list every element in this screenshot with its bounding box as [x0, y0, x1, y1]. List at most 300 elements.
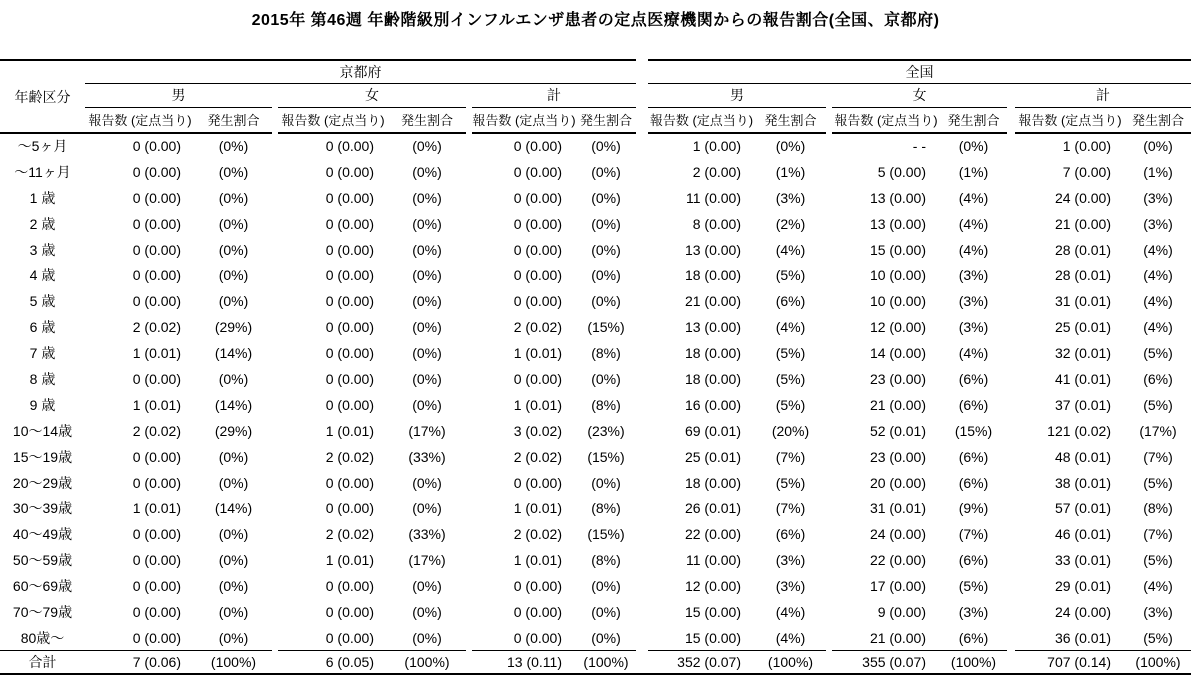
percent-cell: (4%): [958, 241, 989, 258]
column-gap: [636, 521, 648, 547]
percent-cell: (33%): [408, 448, 446, 465]
count-cell: 37 (0.01): [1054, 396, 1111, 413]
count-cell: 11 (0.00): [686, 189, 741, 206]
percent-cell: (17%): [408, 422, 446, 439]
percent-cell: (5%): [1143, 552, 1173, 569]
column-gap: [1007, 392, 1015, 418]
count-cell: 7 (0.00): [1062, 163, 1111, 180]
percent-cell: (6%): [958, 396, 989, 413]
percent-cell: (1%): [958, 163, 989, 180]
age-cell: 8 歳: [29, 370, 56, 387]
table-row: [0, 340, 1191, 366]
count-cell: 13 (0.11): [472, 651, 576, 674]
count-cell: 1 (0.01): [132, 345, 181, 362]
column-gap: [636, 495, 648, 521]
column-gap: [1007, 599, 1015, 625]
percent-cell: (0%): [412, 396, 442, 413]
column-gap: [636, 625, 648, 651]
count-cell: 0 (0.00): [132, 163, 181, 180]
count-cell: 0 (0.00): [132, 241, 181, 258]
count-cell: 48 (0.01): [1054, 448, 1111, 465]
count-cell: 22 (0.00): [869, 552, 926, 569]
percent-cell: (15%): [587, 526, 625, 543]
percent-cell: (0%): [412, 293, 442, 310]
column-gap: [636, 599, 648, 625]
count-cell: 17 (0.00): [869, 578, 926, 595]
age-cell: 70～79歳: [12, 603, 73, 620]
count-cell: 0 (0.00): [132, 474, 181, 491]
count-cell: 24 (0.00): [1054, 603, 1111, 620]
count-cell: 46 (0.01): [1054, 526, 1111, 543]
gender-header-row: [0, 83, 1191, 107]
percent-cell: (100%): [576, 651, 636, 674]
gender-header-zenkoku-female: 女: [832, 83, 1007, 107]
count-cell: 57 (0.01): [1054, 500, 1111, 517]
table-row: [0, 288, 1191, 314]
count-cell: 9 (0.00): [877, 603, 926, 620]
percent-cell: (6%): [958, 448, 989, 465]
percent-cell: (3%): [958, 319, 989, 336]
metric-header-reports: 報告数 (定点当り): [472, 107, 576, 133]
count-cell: 1 (0.00): [692, 138, 741, 155]
percent-cell: (0%): [412, 319, 442, 336]
metric-header-ratio: 発生割合: [576, 107, 636, 133]
percent-cell: (0%): [218, 448, 249, 465]
count-cell: 2 (0.02): [325, 448, 374, 465]
count-cell: 18 (0.00): [684, 345, 741, 362]
count-cell: 25 (0.01): [684, 448, 741, 465]
column-gap: [1007, 133, 1015, 159]
count-cell: 21 (0.00): [869, 396, 926, 413]
percent-cell: (3%): [958, 293, 989, 310]
percent-cell: (14%): [214, 345, 253, 362]
table-row: [0, 314, 1191, 340]
percent-cell: (0%): [591, 267, 621, 284]
column-gap: [636, 366, 648, 392]
count-cell: 707 (0.14): [1015, 651, 1125, 674]
count-cell: 0 (0.00): [513, 163, 562, 180]
table-row: [0, 366, 1191, 392]
count-cell: 0 (0.00): [325, 370, 374, 387]
percent-cell: (14%): [214, 396, 253, 413]
table-row: [0, 444, 1191, 470]
age-cell: ～11ヶ月: [14, 163, 71, 180]
age-cell: 7 歳: [29, 345, 56, 362]
count-cell: 0 (0.00): [325, 603, 374, 620]
age-cell: 60～69歳: [12, 578, 73, 595]
percent-cell: (6%): [958, 552, 989, 569]
percent-cell: (3%): [1143, 215, 1173, 232]
percent-cell: (3%): [958, 267, 989, 284]
count-cell: 2 (0.02): [513, 319, 562, 336]
count-cell: 36 (0.01): [1054, 629, 1111, 646]
gender-header-kyoto-female: 女: [278, 83, 466, 107]
count-cell: 21 (0.00): [1054, 215, 1111, 232]
percent-cell: (0%): [218, 293, 249, 310]
count-cell: 21 (0.00): [684, 293, 741, 310]
count-cell: - -: [912, 138, 926, 155]
percent-cell: (6%): [775, 526, 806, 543]
metric-header-ratio: 発生割合: [195, 107, 272, 133]
count-cell: 10 (0.00): [869, 293, 926, 310]
count-cell: 38 (0.01): [1054, 474, 1111, 491]
percent-cell: (0%): [591, 603, 621, 620]
percent-cell: (0%): [412, 474, 442, 491]
total-row: [0, 651, 1191, 674]
count-cell: 20 (0.00): [869, 474, 926, 491]
gender-header-zenkoku-male: 男: [648, 83, 826, 107]
count-cell: 0 (0.00): [513, 603, 562, 620]
table-row: [0, 521, 1191, 547]
percent-cell: (5%): [1143, 474, 1173, 491]
percent-cell: (0%): [412, 267, 442, 284]
count-cell: 0 (0.00): [513, 215, 562, 232]
count-cell: 69 (0.01): [684, 422, 741, 439]
column-gap: [1007, 211, 1015, 237]
count-cell: 13 (0.00): [869, 215, 926, 232]
percent-cell: (0%): [591, 370, 621, 387]
percent-cell: (8%): [1143, 500, 1173, 517]
count-cell: 2 (0.02): [132, 422, 181, 439]
table-row: [0, 211, 1191, 237]
percent-cell: (0%): [412, 189, 442, 206]
count-cell: 13 (0.00): [684, 241, 741, 258]
count-cell: 10 (0.00): [869, 267, 926, 284]
count-cell: 0 (0.00): [132, 293, 181, 310]
count-cell: 15 (0.00): [684, 603, 741, 620]
percent-cell: (0%): [412, 345, 442, 362]
column-gap: [1007, 314, 1015, 340]
percent-cell: (4%): [958, 215, 989, 232]
column-gap: [636, 211, 648, 237]
percent-cell: (3%): [775, 578, 806, 595]
count-cell: 0 (0.00): [132, 448, 181, 465]
column-gap: [636, 133, 648, 159]
percent-cell: (8%): [591, 345, 621, 362]
column-gap: [1007, 107, 1015, 133]
metric-header-reports: 報告数 (定点当り): [648, 107, 755, 133]
percent-cell: (4%): [958, 345, 989, 362]
percent-cell: (8%): [591, 500, 621, 517]
table-row: [0, 185, 1191, 211]
percent-cell: (17%): [408, 552, 446, 569]
count-cell: 0 (0.00): [132, 552, 181, 569]
count-cell: 24 (0.00): [869, 526, 926, 543]
percent-cell: (29%): [214, 422, 253, 439]
count-cell: 0 (0.00): [513, 138, 562, 155]
age-cell: 5 歳: [29, 293, 56, 310]
metric-header-ratio: 発生割合: [388, 107, 466, 133]
region-header-row: [0, 60, 1191, 83]
count-cell: 23 (0.00): [869, 448, 926, 465]
percent-cell: (3%): [1143, 603, 1173, 620]
percent-cell: (3%): [775, 189, 806, 206]
percent-cell: (3%): [1143, 189, 1173, 206]
count-cell: 0 (0.00): [513, 241, 562, 258]
percent-cell: (0%): [412, 629, 442, 646]
count-cell: 18 (0.00): [684, 267, 741, 284]
age-cell: 15～19歳: [12, 448, 73, 465]
age-cell: 1 歳: [29, 189, 56, 206]
percent-cell: (5%): [775, 267, 806, 284]
percent-cell: (14%): [214, 500, 253, 517]
percent-cell: (0%): [412, 241, 442, 258]
table-row: [0, 418, 1191, 444]
column-gap: [1007, 237, 1015, 263]
age-cell: 2 歳: [29, 215, 56, 232]
count-cell: 0 (0.00): [325, 500, 374, 517]
percent-cell: (15%): [587, 448, 625, 465]
gender-header-kyoto-male: 男: [85, 83, 272, 107]
age-cell: 9 歳: [29, 396, 56, 413]
percent-cell: (0%): [412, 603, 442, 620]
column-gap: [1007, 83, 1015, 107]
percent-cell: (5%): [1143, 345, 1173, 362]
percent-cell: (9%): [958, 500, 989, 517]
metric-header-reports: 報告数 (定点当り): [85, 107, 195, 133]
table-row: [0, 237, 1191, 263]
percent-cell: (33%): [408, 526, 446, 543]
percent-cell: (0%): [412, 163, 442, 180]
count-cell: 28 (0.01): [1054, 267, 1111, 284]
count-cell: 26 (0.01): [684, 500, 741, 517]
count-cell: 7 (0.06): [85, 651, 195, 674]
percent-cell: (0%): [591, 241, 621, 258]
percent-cell: (0%): [591, 163, 621, 180]
metric-header-ratio: 発生割合: [1125, 107, 1191, 133]
percent-cell: (5%): [958, 578, 989, 595]
percent-cell: (3%): [958, 603, 989, 620]
percent-cell: (4%): [958, 189, 989, 206]
percent-cell: (4%): [775, 603, 806, 620]
column-gap: [1007, 159, 1015, 185]
count-cell: 12 (0.00): [869, 319, 926, 336]
percent-cell: (4%): [775, 629, 806, 646]
count-cell: 1 (0.01): [132, 396, 181, 413]
percent-cell: (100%): [388, 651, 466, 674]
percent-cell: (0%): [218, 189, 249, 206]
table-row: [0, 495, 1191, 521]
count-cell: 8 (0.00): [692, 215, 741, 232]
age-cell: 20～29歳: [12, 474, 73, 491]
count-cell: 0 (0.00): [325, 189, 374, 206]
percent-cell: (4%): [1143, 293, 1173, 310]
count-cell: 15 (0.00): [684, 629, 741, 646]
percent-cell: (0%): [1143, 138, 1173, 155]
percent-cell: (7%): [1143, 448, 1173, 465]
gender-header-kyoto-total: 計: [472, 83, 636, 107]
count-cell: 0 (0.00): [132, 578, 181, 595]
percent-cell: (20%): [771, 422, 810, 439]
column-gap: [636, 288, 648, 314]
age-cell: 合計: [0, 651, 85, 674]
count-cell: 0 (0.00): [513, 629, 562, 646]
count-cell: 1 (0.01): [325, 422, 374, 439]
column-gap: [636, 314, 648, 340]
count-cell: 0 (0.00): [325, 345, 374, 362]
count-cell: 0 (0.00): [325, 474, 374, 491]
count-cell: 0 (0.00): [513, 578, 562, 595]
percent-cell: (0%): [775, 138, 806, 155]
count-cell: 13 (0.00): [684, 319, 741, 336]
count-cell: 352 (0.07): [648, 651, 755, 674]
percent-cell: (0%): [218, 474, 249, 491]
column-gap: [636, 159, 648, 185]
count-cell: 0 (0.00): [132, 370, 181, 387]
age-cell: ～5ヶ月: [17, 138, 68, 155]
count-cell: 23 (0.00): [869, 370, 926, 387]
percent-cell: (7%): [1143, 526, 1173, 543]
count-cell: 0 (0.00): [132, 526, 181, 543]
count-cell: 14 (0.00): [869, 345, 926, 362]
count-cell: 12 (0.00): [684, 578, 741, 595]
column-gap: [1007, 418, 1015, 444]
percent-cell: (0%): [591, 215, 621, 232]
count-cell: 0 (0.00): [132, 629, 181, 646]
column-gap: [636, 444, 648, 470]
percent-cell: (0%): [218, 578, 249, 595]
count-cell: 0 (0.00): [513, 293, 562, 310]
count-cell: 15 (0.00): [869, 241, 926, 258]
count-cell: 0 (0.00): [132, 267, 181, 284]
percent-cell: (7%): [775, 500, 806, 517]
table-row: [0, 159, 1191, 185]
percent-cell: (0%): [591, 629, 621, 646]
age-cell: 80歳～: [20, 629, 65, 646]
count-cell: 0 (0.00): [325, 293, 374, 310]
percent-cell: (0%): [412, 578, 442, 595]
percent-cell: (0%): [218, 552, 249, 569]
metric-header-reports: 報告数 (定点当り): [278, 107, 388, 133]
count-cell: 0 (0.00): [513, 474, 562, 491]
column-gap: [1007, 651, 1015, 674]
column-gap: [1007, 288, 1015, 314]
percent-cell: (0%): [412, 215, 442, 232]
count-cell: 29 (0.01): [1054, 578, 1111, 595]
table-row: [0, 133, 1191, 159]
count-cell: 2 (0.02): [132, 319, 181, 336]
percent-cell: (0%): [958, 138, 989, 155]
count-cell: 22 (0.00): [684, 526, 741, 543]
percent-cell: (23%): [587, 422, 625, 439]
count-cell: 24 (0.00): [1054, 189, 1111, 206]
column-gap: [636, 83, 648, 107]
table-row: [0, 625, 1191, 651]
table-row: [0, 262, 1191, 288]
count-cell: 0 (0.00): [325, 138, 374, 155]
percent-cell: (8%): [591, 552, 621, 569]
column-gap: [1007, 495, 1015, 521]
count-cell: 6 (0.05): [278, 651, 388, 674]
percent-cell: (100%): [195, 651, 272, 674]
percent-cell: (0%): [218, 241, 249, 258]
percent-cell: (2%): [775, 215, 806, 232]
percent-cell: (4%): [775, 241, 806, 258]
count-cell: 0 (0.00): [132, 603, 181, 620]
percent-cell: (6%): [958, 474, 989, 491]
age-cell: 4 歳: [29, 267, 56, 284]
count-cell: 1 (0.01): [513, 345, 562, 362]
count-cell: 0 (0.00): [132, 215, 181, 232]
metric-header-row: [0, 107, 1191, 133]
count-cell: 0 (0.00): [325, 163, 374, 180]
column-gap: [636, 392, 648, 418]
count-cell: 0 (0.00): [132, 138, 181, 155]
column-gap: [1007, 262, 1015, 288]
count-cell: 41 (0.01): [1054, 370, 1111, 387]
percent-cell: (0%): [412, 500, 442, 517]
column-gap: [636, 237, 648, 263]
percent-cell: (6%): [1143, 370, 1173, 387]
count-cell: 0 (0.00): [325, 396, 374, 413]
age-cell: 30～39歳: [12, 500, 73, 517]
count-cell: 0 (0.00): [132, 189, 181, 206]
count-cell: 11 (0.00): [686, 552, 741, 569]
table-row: [0, 599, 1191, 625]
count-cell: 1 (0.00): [1062, 138, 1111, 155]
column-gap: [636, 107, 648, 133]
percent-cell: (15%): [587, 319, 625, 336]
count-cell: 2 (0.00): [692, 163, 741, 180]
metric-header-reports: 報告数 (定点当り): [832, 107, 940, 133]
age-column-header: 年齢区分: [0, 60, 85, 133]
count-cell: 52 (0.01): [869, 422, 926, 439]
count-cell: 1 (0.01): [132, 500, 181, 517]
percent-cell: (100%): [755, 651, 826, 674]
table-row: [0, 547, 1191, 573]
percent-cell: (0%): [218, 603, 249, 620]
count-cell: 2 (0.02): [513, 526, 562, 543]
percent-cell: (5%): [775, 345, 806, 362]
percent-cell: (0%): [218, 138, 249, 155]
column-gap: [1007, 366, 1015, 392]
count-cell: 16 (0.00): [684, 396, 741, 413]
age-cell: 40～49歳: [12, 526, 73, 543]
count-cell: 121 (0.02): [1047, 422, 1111, 439]
count-cell: 2 (0.02): [325, 526, 374, 543]
count-cell: 0 (0.00): [513, 267, 562, 284]
count-cell: 28 (0.01): [1054, 241, 1111, 258]
count-cell: 0 (0.00): [325, 629, 374, 646]
percent-cell: (4%): [1143, 241, 1173, 258]
count-cell: 31 (0.01): [1054, 293, 1111, 310]
column-gap: [1007, 444, 1015, 470]
percent-cell: (7%): [958, 526, 989, 543]
column-gap: [636, 651, 648, 674]
percent-cell: (7%): [775, 448, 806, 465]
count-cell: 0 (0.00): [325, 267, 374, 284]
percent-cell: (0%): [591, 138, 621, 155]
count-cell: 0 (0.00): [325, 319, 374, 336]
percent-cell: (5%): [775, 370, 806, 387]
column-gap: [636, 185, 648, 211]
count-cell: 18 (0.00): [684, 370, 741, 387]
count-cell: 1 (0.01): [325, 552, 374, 569]
page-title: 2015年 第46週 年齢階級別インフルエンザ患者の定点医療機関からの報告割合(全国、京都府): [251, 12, 940, 29]
table-header: [0, 60, 1191, 133]
column-gap: [636, 470, 648, 496]
table-row: [0, 470, 1191, 496]
percent-cell: (8%): [591, 396, 621, 413]
percent-cell: (6%): [958, 629, 989, 646]
metric-header-ratio: 発生割合: [755, 107, 826, 133]
percent-cell: (6%): [775, 293, 806, 310]
column-gap: [1007, 547, 1015, 573]
percent-cell: (3%): [775, 552, 806, 569]
count-cell: 0 (0.00): [325, 241, 374, 258]
percent-cell: (0%): [591, 474, 621, 491]
count-cell: 13 (0.00): [869, 189, 926, 206]
